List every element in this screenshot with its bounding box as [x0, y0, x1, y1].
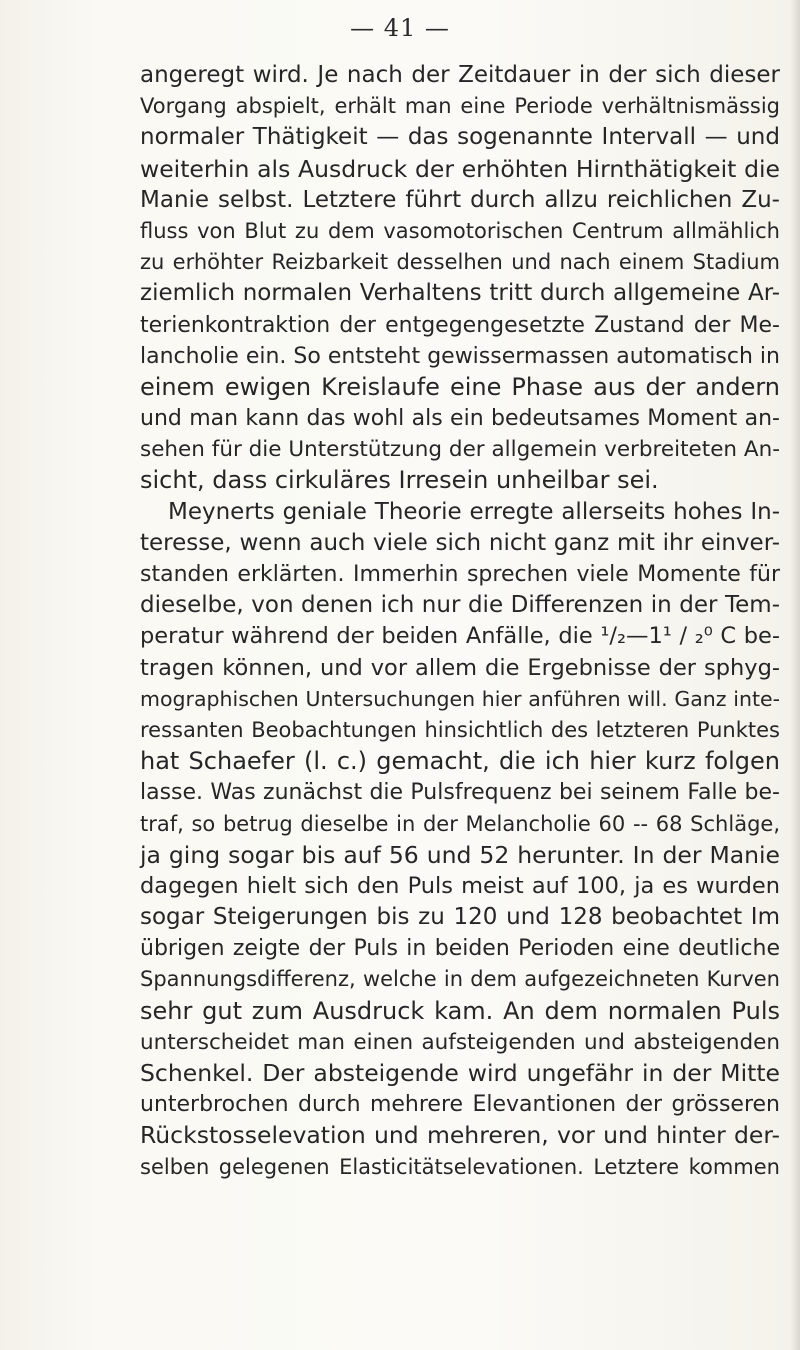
text-line: standen erklärten. Immerhin sprechen viele Momente für [140, 562, 780, 587]
body-text [140, 60, 780, 1183]
text-line: Manie selbst. Letztere führt durch allzu reichlichen Zu- [140, 186, 780, 213]
text-line: terienkontraktion der entgegengesetzte Zustand der Me- [140, 312, 780, 338]
text-line: dieselbe, von denen ich nur die Differenzen in der Tem- [140, 592, 780, 619]
text-line: teresse, wenn auch viele sich nicht ganz mit ihr einver- [140, 529, 780, 556]
text-line: lancholie ein. So entsteht gewissermassen automatisch in [140, 343, 780, 369]
text-line: fluss von Blut zu dem vasomotorischen Centrum allmählich [140, 218, 780, 243]
text-line: peratur während der beiden Anfälle, die ¹/₂—1¹ / ₂⁰ C be- [140, 623, 780, 650]
text-line: Rückstosselevation und mehreren, vor und hinter der- [140, 1121, 780, 1150]
text-line: mographischen Untersuchungen hier anführen will. Ganz inte- [140, 686, 780, 711]
text-line: normaler Thätigkeit — das sogenannte Intervall — und [140, 124, 780, 151]
text-line: ziemlich normalen Verhaltens tritt durch allgemeine Ar- [140, 280, 780, 307]
text-line: Meynerts geniale Theorie erregte allerseits hohes In- [168, 498, 780, 525]
text-line: einem ewigen Kreislaufe eine Phase aus der andern [140, 372, 780, 401]
text-line: Spannungsdifferenz, welche in dem aufgezeichneten Kurven [140, 967, 780, 992]
text-line: Schenkel. Der absteigende wird ungefähr in der Mitte [140, 1059, 780, 1087]
text-line: unterscheidet man einen aufsteigenden und absteigenden [140, 1029, 780, 1055]
text-line: ja ging sogar bis auf 56 und 52 herunter. In der Manie [140, 840, 780, 869]
text-line: übrigen zeigte der Puls in beiden Perioden eine deutliche [140, 936, 780, 962]
text-line: sicht, dass cirkuläres Irresein unheilbar sei. [140, 466, 659, 495]
text-line: sehen für die Unterstützung der allgemein verbreiteten An- [140, 437, 780, 463]
text-line: traf, so betrug dieselbe in der Melancholie 60 -- 68 Schläge, [140, 811, 780, 836]
text-line: ressanten Beobachtungen hinsichtlich des letzteren Punktes [140, 717, 780, 742]
page-edge-shadow [790, 0, 800, 1350]
text-line: Vorgang abspielt, erhält man eine Periode verhältnismässig [140, 94, 780, 119]
text-line: sogar Steigerungen bis zu 120 und 128 beobachtet Im [140, 904, 780, 931]
text-line: tragen können, und vor allem die Ergebnisse der sphyg- [140, 654, 780, 681]
text-line: unterbrochen durch mehrere Elevantionen der grösseren [140, 1092, 780, 1118]
text-line: angeregt wird. Je nach der Zeitdauer in der sich dieser [140, 62, 780, 88]
text-line: weiterhin als Ausdruck der erhöhten Hirnthätigkeit die [140, 154, 780, 183]
text-line: lasse. Was zunächst die Pulsfrequenz bei seinem Falle be- [140, 780, 780, 806]
text-line: zu erhöhter Reizbarkeit desselhen und nach einem Stadium [140, 250, 780, 275]
text-line: sehr gut zum Ausdruck kam. An dem normalen Puls [140, 996, 780, 1025]
text-line: und man kann das wohl als ein bedeutsames Moment an- [140, 406, 780, 432]
text-line: hat Schaefer (l. c.) gemacht, die ich hier kurz folgen [140, 747, 780, 776]
text-line: dagegen hielt sich den Puls meist auf 100, ja es wurden [140, 872, 780, 899]
page-number: — 41 — [350, 14, 450, 42]
text-line: selben gelegenen Elasticitätselevationen. Letztere kommen [140, 1154, 780, 1179]
